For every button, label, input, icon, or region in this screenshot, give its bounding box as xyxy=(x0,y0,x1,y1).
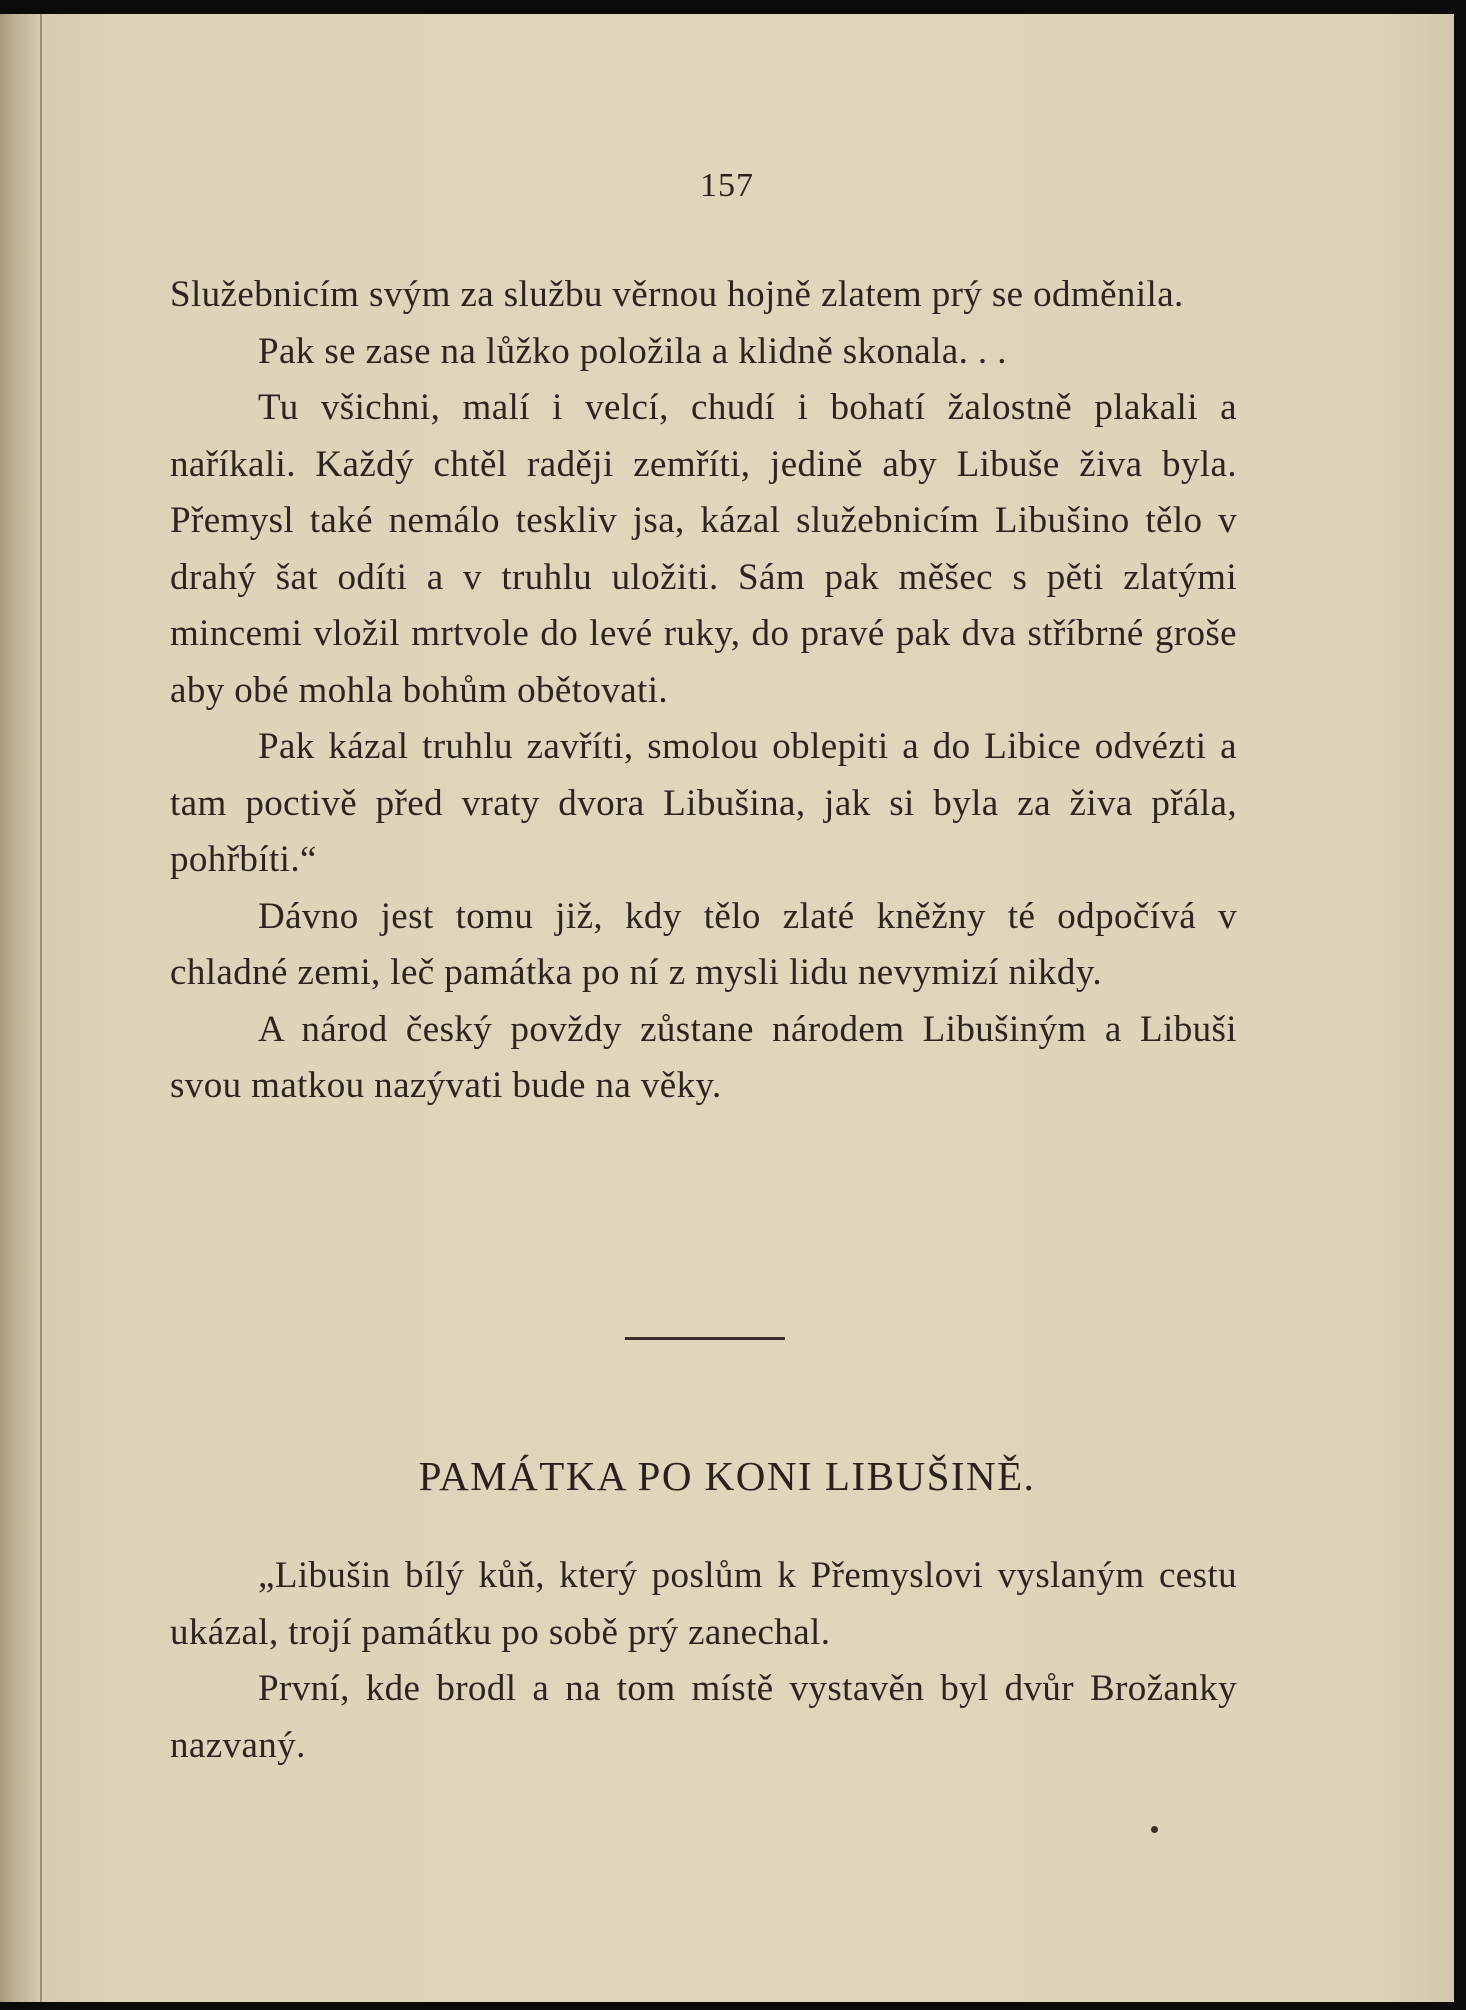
book-spine xyxy=(0,14,44,2002)
paragraph-4: Pak kázal truhlu zavříti, smolou oblepiti a do Libice odvézti a tam poctivě před vraty dvora Libušina, jak si byla za živa přála, pohřbíti.“ xyxy=(170,726,1237,880)
page-number: 157 xyxy=(700,167,754,204)
text-block-top xyxy=(170,267,1237,1115)
paragraph-7: „Libušin bílý kůň, který poslům k Přemyslovi vyslaným cestu ukázal, trojí památku po sobě prý zanechal. xyxy=(170,1555,1237,1653)
paragraph-2: Pak se zase na lůžko položila a klidně skonala. . . xyxy=(258,330,1007,372)
ink-speck xyxy=(1151,1826,1158,1833)
spine-shadow xyxy=(40,14,42,2002)
section-divider xyxy=(625,1337,785,1340)
section-heading: PAMÁTKA PO KONI LIBUŠINĚ. xyxy=(418,1453,1036,1499)
book-page xyxy=(0,14,1454,2002)
paragraph-3: Tu všichni, malí i velcí, chudí i bohatí žalostně plakali a naříkali. Každý chtěl raději zemříti, jedině aby Libuše živa byla. Přemysl také nemálo teskliv jsa, kázal služebnicím Libušino tělo v drahý šat odíti a v truhlu uložiti. Sám pak měšec s pěti zlatými mincemi vložil mrtvole do levé ruky, do pravé pak dva stříbrné groše aby obé mohla bohům obětovati. xyxy=(170,387,1237,711)
paragraph-1: Služebnicím svým za službu věrnou hojně zlatem prý se odměnila. xyxy=(170,274,1184,315)
paragraph-8: První, kde brodl a na tom místě vystavěn byl dvůr Brožanky nazvaný. xyxy=(170,1668,1237,1766)
text-block-bottom xyxy=(170,1548,1237,1774)
paragraph-5: Dávno jest tomu již, kdy tělo zlaté kněžny té odpočívá v chladné zemi, leč památka po ní z mysli lidu nevymizí nikdy. xyxy=(170,895,1237,993)
paragraph-6: A národ český povždy zůstane národem Libušiným a Libuši svou matkou nazývati bude na věky. xyxy=(170,1008,1237,1106)
